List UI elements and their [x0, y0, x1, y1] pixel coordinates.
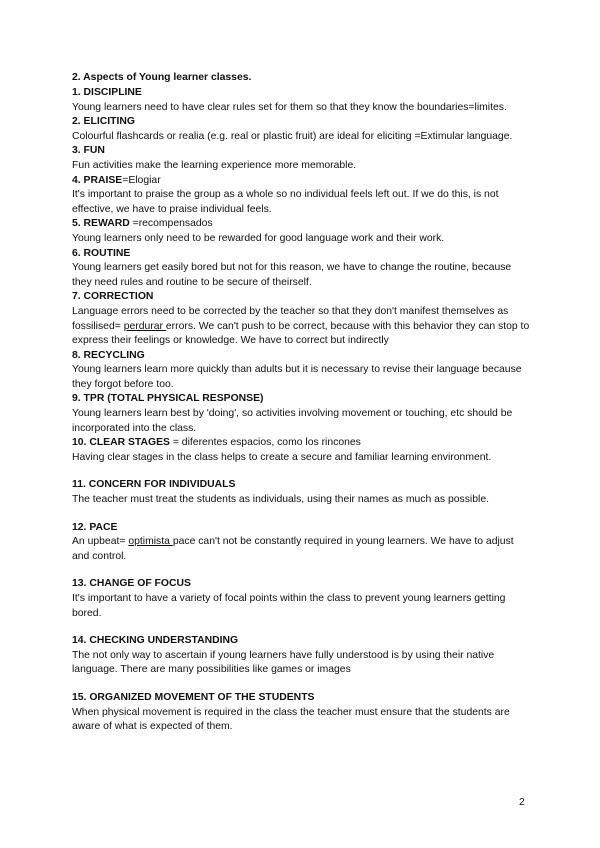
section-eliciting	[72, 115, 532, 144]
heading-label: 12. PACE	[72, 521, 118, 533]
section-body: The not only way to ascertain if young learners have fully understood is by using their native language. There are many possibilities like games or images	[72, 649, 495, 676]
section-heading	[72, 392, 532, 407]
section-change-of-focus	[72, 577, 532, 621]
section-checking-understanding	[72, 634, 532, 678]
heading-label: 2. ELICITING	[72, 116, 135, 128]
section-heading	[72, 144, 532, 159]
body-text-part: An upbeat=	[72, 536, 129, 548]
heading-note: = diferentes espacios, como los rincones	[169, 437, 361, 449]
section-body: Colourful flashcards or realia (e.g. real or plastic fruit) are ideal for eliciting =Extimular language.	[72, 130, 513, 142]
section-heading	[72, 217, 532, 232]
section-clear-stages	[72, 436, 532, 465]
body-text-part: errors. We can't push to be correct, because with this behavior they can stop to express their feelings or knowledge. We have to correct but indirectly	[72, 320, 530, 347]
section-body: Young learners get easily bored but not for this reason, we have to change the routine, because they need rules and routine to be secure of theirself.	[72, 262, 512, 288]
section-heading	[72, 634, 532, 649]
heading-label: 10. CLEAR STAGES	[72, 437, 170, 449]
heading-label: 3. FUN	[72, 145, 105, 157]
section-heading	[72, 290, 532, 305]
section-organized-movement	[72, 691, 532, 735]
section-recycling	[72, 349, 532, 393]
heading-label: 8. RECYCLING	[72, 349, 145, 361]
section-heading	[72, 436, 532, 451]
section-correction	[72, 290, 532, 348]
body-text-part: pace can't not be constantly required in young learners. We have to adjust and control.	[72, 536, 514, 562]
section-body: Young learners learn more quickly than adults but it is necessary to revise their language because they forgot before too.	[72, 364, 522, 390]
section-body: Young learners only need to be rewarded for good language work and their work.	[72, 232, 445, 244]
section-body: It's important to have a variety of focal points within the class to prevent young learners getting bored.	[72, 593, 506, 619]
section-tpr	[72, 392, 532, 436]
section-reward	[72, 217, 532, 246]
section-heading	[72, 174, 532, 189]
section-praise	[72, 174, 532, 218]
heading-note: =Elogiar	[122, 174, 161, 186]
section-heading	[72, 521, 532, 536]
heading-label: 15. ORGANIZED MOVEMENT OF THE STUDENTS	[72, 691, 315, 703]
section-pace	[72, 521, 532, 565]
section-heading	[72, 478, 532, 493]
section-body: Having clear stages in the class helps to create a secure and familiar learning environment.	[72, 451, 492, 463]
body-text-part: Language errors need to be corrected by the teacher so that they don't manifest themselves as fossilised=	[72, 305, 509, 332]
section-body: When physical movement is required in the class the teacher must ensure that the students are aware of what is expected of them.	[72, 706, 510, 733]
section-heading	[72, 691, 532, 706]
section-heading	[72, 349, 532, 364]
section-body: Young learners need to have clear rules set for them so that they know the boundaries=limites.	[72, 101, 507, 113]
document-page	[72, 71, 532, 735]
section-heading	[72, 577, 532, 592]
section-fun	[72, 144, 532, 173]
heading-label: 13. CHANGE OF FOCUS	[72, 578, 191, 590]
section-heading	[72, 247, 532, 262]
section-body	[72, 305, 532, 349]
heading-label: 7. CORRECTION	[72, 291, 154, 303]
heading-label: 4. PRAISE	[72, 174, 123, 186]
section-discipline	[72, 86, 532, 115]
section-body: The teacher must treat the students as individuals, using their names as much as possible.	[72, 494, 489, 506]
heading-label: 5. REWARD	[72, 218, 130, 230]
underlined-word: perdurar	[123, 320, 166, 332]
heading-note: =recompensados	[129, 218, 213, 230]
section-heading	[72, 86, 532, 101]
section-body: Young learners learn best by 'doing', so activities involving movement or touching, etc should be incorporated into the class.	[72, 408, 513, 434]
heading-label: 6. ROUTINE	[72, 247, 131, 259]
section-body: Fun activities make the learning experience more memorable.	[72, 159, 357, 171]
heading-label: 11. CONCERN FOR INDIVIDUALS	[72, 479, 236, 491]
heading-label: 9. TPR (TOTAL PHYSICAL RESPONSE)	[72, 393, 264, 405]
section-routine	[72, 247, 532, 291]
heading-label: 14. CHECKING UNDERSTANDING	[72, 635, 239, 647]
section-body: It's important to praise the group as a whole so no individual feels left out. If we do this, is not effective, we have to praise individual feels.	[72, 189, 499, 215]
section-concern-for-individuals	[72, 478, 532, 507]
heading-label: 1. DISCIPLINE	[72, 87, 142, 98]
page-number: 2	[519, 797, 525, 808]
underlined-word: optimista	[128, 536, 173, 548]
section-heading	[72, 115, 532, 130]
page-title: 2. Aspects of Young learner classes.	[72, 72, 252, 83]
section-body	[72, 535, 532, 564]
